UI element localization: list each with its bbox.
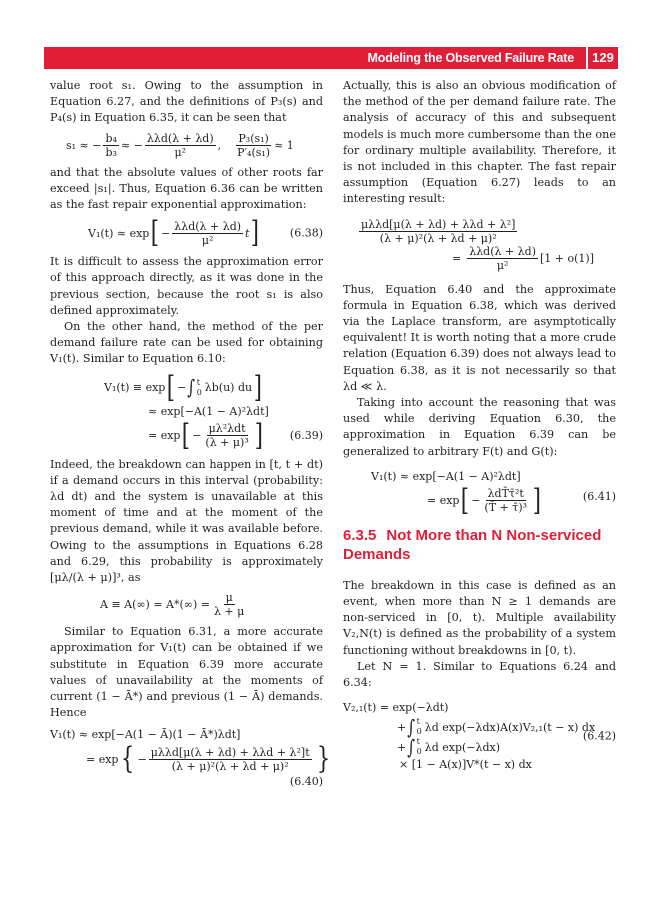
integral-limits: t 0 xyxy=(196,377,202,397)
fraction: $\frac{\text{P₃(s₁)}}{\text{P′₄(s₁)}}$ xyxy=(237,131,271,159)
paragraph: Similar to Equation 6.31, a more accurate approximation for V₁(t) can be obtained if we substitute in Equation 6.39 more accurate values of unavailability at the moments of current (1 − Ā*) and previous (1 − Ā) demands. Hence xyxy=(50,625,323,720)
eq-text: = exp xyxy=(427,494,460,508)
eq-text: , xyxy=(217,138,222,152)
bracket: ] xyxy=(253,369,263,405)
equation-label: (6.38) xyxy=(289,226,323,240)
equation-s1 xyxy=(66,132,323,159)
eq-text: + xyxy=(397,740,407,754)
section-title: Not More than N Non-serviced Demands xyxy=(343,526,602,563)
equation-label: (6.41) xyxy=(582,489,616,503)
bracket: [ xyxy=(167,369,176,405)
paragraph: On the other hand, the method of the per demand failure rate can be used for obtaining V₁(t). Similar to Equation 6.10: xyxy=(50,320,323,366)
fraction: $\frac{\mu}{\lambda + \mu}$ xyxy=(213,591,245,619)
running-header-bar xyxy=(44,47,618,69)
fraction: $\frac{\text{λdT̄τ̄²t}}{\text{(T̄ + τ̄)³}}$ xyxy=(484,487,528,515)
integral-sign: ∫ xyxy=(407,714,416,739)
eq-text: A ≡ A(∞) = A*(∞) = xyxy=(100,598,210,612)
eq-text: + xyxy=(397,720,407,734)
eq-text: = xyxy=(452,251,462,265)
eq-text: = exp xyxy=(86,752,119,766)
fraction: $\frac{\text{λλd(λ + λd)}}{\text{μ²}}$ xyxy=(146,131,214,159)
eq-text: V₁(t) ≡ exp xyxy=(104,381,166,395)
equation-label: (6.42) xyxy=(582,729,616,743)
equation-A xyxy=(100,591,323,618)
eq-text: s₁ ≈ − xyxy=(66,138,102,152)
fraction: $\frac{\text{λλd(λ + λd)}}{\text{μ²}}$ xyxy=(174,219,242,247)
paragraph: Actually, this is also an obvious modification of the method of the per demand failure rate. The analysis of accuracy of this and subsequent models is much more cumbersome than the one for ordinary multiple availability. Therefore, it is not included in this chapter. The fast repair assumption (Equation 6.27) leads to an interesting result: xyxy=(343,79,616,206)
eq-line: ≈ exp[−A(1 − A)²λdt] xyxy=(148,404,269,418)
eq-text: = exp xyxy=(148,429,181,443)
fraction: $\frac{\text{λλd(λ + λd)}}{\text{μ²}}$ xyxy=(469,244,536,272)
paragraph: Let N = 1. Similar to Equations 6.24 and 6.34: xyxy=(343,659,616,690)
paragraph: It is difficult to assess the approximation error of this approach directly, as it was done in the previous section, because the root s₁ is also defined approximately. xyxy=(50,255,323,317)
paragraph: and that the absolute values of other roots far exceed |s₁|. Thus, Equation 6.36 can be written as the fast repair exponential approximation: xyxy=(50,165,323,212)
eq-text: [1 + o(1)] xyxy=(539,251,594,265)
bracket: { xyxy=(121,741,135,777)
paragraph: The breakdown in this case is defined as an event, when more than N ≥ 1 demands are non-serviced in [0, t). Multiple availability V₂,N(t) is defined as the probability of a system functioning without breakdowns in [0, t). xyxy=(343,578,616,657)
paragraph: value root s₁. Owing to the assumption in Equation 6.27, and the definitions of P₃(s) and P₄(s) in Equation 6.35, it can be seen that xyxy=(50,79,323,125)
equation-6-38: V₁(t) ≈ exp [ − $\frac{\text{λλd(λ + λd)}}{\text{μ²}}$ t ] (6.38) xyxy=(88,215,323,251)
bracket: [ xyxy=(151,215,160,251)
paragraph: Thus, Equation 6.40 and the approximate formula in Equation 6.38, which was derived via the Laplace transform, are asymptotically equivalent! It is worth noting that a more crude relation (Equation 6.39) does not always lead to Equation 6.38, as it is not necessarily so that λd ≪ λ. xyxy=(343,282,616,393)
equation-label: (6.40) xyxy=(289,775,323,789)
equation-result xyxy=(357,218,616,272)
bracket: [ xyxy=(182,417,191,453)
equation-label: (6.39) xyxy=(289,428,323,442)
eq-text: V₁(t) ≈ exp xyxy=(88,226,150,240)
integral-limits: t 0 xyxy=(416,717,422,737)
page-number: 129 xyxy=(586,47,618,69)
bracket: } xyxy=(316,741,330,777)
eq-text: × [1 − A(x)]V*(t − x) dx xyxy=(399,758,532,772)
bracket: ] xyxy=(251,215,260,251)
fraction: $\frac{\text{μλλd[μ(λ + λd) + λλd + λ²]t}}{\text{(λ + μ)²(λ + λd + μ)²}}$ xyxy=(150,745,310,773)
bracket: [ xyxy=(461,482,470,518)
eq-line: V₁(t) ≈ exp[−A(1 − Ā)(1 − Ā*)λdt] xyxy=(50,728,241,742)
eq-text: ≈ 1 xyxy=(274,138,294,152)
fraction: $\frac{\text{μλ²λdt}}{\text{(λ + μ)³}}$ xyxy=(205,422,249,450)
integral-sign: ∫ xyxy=(187,375,196,400)
section-number: 6.3.5 xyxy=(343,526,377,544)
bracket: ] xyxy=(254,417,263,453)
eq-text: λd exp(−λdx) xyxy=(424,740,501,754)
equation-6-39: V₁(t) ≡ exp [ − ∫ t 0 λb(u) du ] ≈ exp[−A(1 − A)²λdt] = exp [ − $\frac{\text{μλ²λdt}}{\text{(λ + μ)³}}$ ] (6.39) xyxy=(104,369,323,453)
integral-limits: t 0 xyxy=(416,737,422,757)
fraction: $\frac{\text{b₄}}{\text{b₃}}$ xyxy=(105,131,117,159)
bracket: ] xyxy=(532,482,541,518)
fraction: $\frac{\text{μλλd[μ(λ + λd) + λλd + λ²]}}{\text{(λ + μ)²(λ + λd + μ)²}}$ xyxy=(361,217,516,245)
eq-text: ≈ − xyxy=(120,138,143,152)
equation-6-40: V₁(t) ≈ exp[−A(1 − Ā)(1 − Ā*)λdt] = exp { − $\frac{\text{μλλd[μ(λ + λd) + λλd + λ²]t}}{\text{(λ + μ)²(λ + λd + μ)²}}$ } (6.40) xyxy=(50,728,330,789)
equation-6-42 xyxy=(343,699,616,772)
eq-text: λd exp(−λdx)A(x)V₂,₁(t − x) dx xyxy=(424,720,596,734)
eq-line: V₂,₁(t) = exp(−λdt) xyxy=(343,701,449,715)
running-title: Modeling the Observed Failure Rate xyxy=(367,51,574,65)
paragraph: Indeed, the breakdown can happen in [t, t + dt) if a demand occurs in this interval (probability: λd dt) and the system is unavailable at this moment of time and at the moment of the previous demand, while it was available before. Owing to the assumptions in Equations 6.28 and 6.29, this probability is approximately [μλ/(λ + μ)]³, as xyxy=(50,457,323,585)
right-column xyxy=(343,78,616,778)
left-column xyxy=(50,78,330,795)
eq-text: λb(u) du xyxy=(204,381,253,395)
equation-6-41: V₁(t) ≈ exp[−A(1 − A)²λdt] = exp [ − $\frac{\text{λdT̄τ̄²t}}{\text{(T̄ + τ̄)³}}$ ] (6.41) xyxy=(371,469,616,518)
eq-text: t xyxy=(245,226,250,240)
section-heading xyxy=(343,526,616,564)
eq-line: V₁(t) ≈ exp[−A(1 − A)²λdt] xyxy=(371,469,521,483)
paragraph: Taking into account the reasoning that was used while deriving Equation 6.30, the approximation in Equation 6.39 can be generalized to arbitrary F(t) and G(t): xyxy=(343,396,616,458)
integral-sign: ∫ xyxy=(407,734,416,759)
